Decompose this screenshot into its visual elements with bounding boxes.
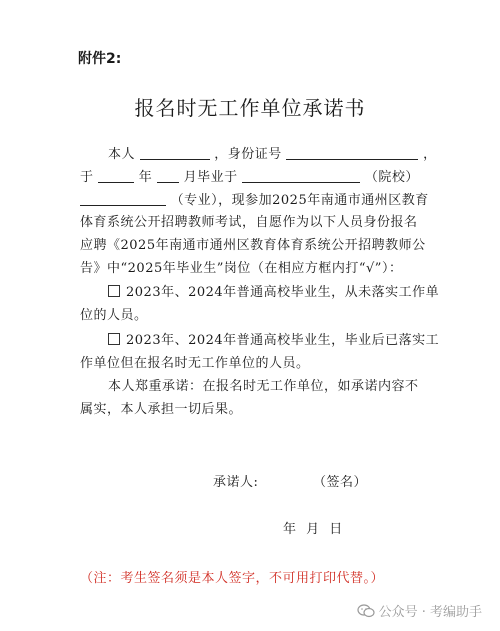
document-title: 报名时无工作单位承诺书	[134, 96, 366, 120]
body-line: 作单位但在报名时无工作单位的人员。	[80, 356, 310, 371]
signature-hint: （签名）	[313, 475, 368, 490]
option-2-checkbox[interactable]	[108, 333, 120, 345]
signature-label: 承诺人:	[213, 475, 259, 490]
body-line: 告》中“2025年毕业生”岗位（在相应方框内打“√”）：	[80, 261, 403, 276]
body-line: 应聘《2025年南通市通州区教育体育系统公开招聘教师公	[80, 238, 426, 253]
pledge-line: 属实，本人承担一切后果。	[80, 402, 243, 417]
name-label: 本人	[108, 147, 136, 162]
line-name-id: 本人 ，身份证号 ，	[108, 147, 437, 162]
option-2: 2023年、2024年普通高校毕业生，毕业后已落实工	[108, 332, 439, 350]
option-1: 2023年、2024年普通高校毕业生，从未落实工作单	[108, 284, 439, 302]
year-blank[interactable]	[98, 168, 134, 183]
attachment-label: 附件2:	[78, 51, 122, 67]
body-line: 位的人员。	[80, 308, 148, 323]
line-graduation: 于 年 月毕业于 （院校）	[80, 170, 419, 185]
watermark-text: 公众号 · 考编助手	[378, 605, 482, 620]
major-blank[interactable]	[80, 191, 166, 206]
date-line: 年 月 日	[283, 522, 346, 537]
id-label: ，身份证号	[214, 147, 282, 162]
body-line: 体育系统公开招聘教师考试，自愿作为以下人员身份报名	[80, 215, 418, 230]
id-number-blank[interactable]	[286, 145, 418, 160]
month-blank[interactable]	[157, 168, 179, 183]
pledge-line: 本人郑重承诺：在报名时无工作单位，如承诺内容不	[108, 379, 419, 394]
school-blank[interactable]	[242, 168, 360, 183]
wechat-icon	[357, 604, 375, 618]
option-1-checkbox[interactable]	[108, 285, 120, 297]
name-blank[interactable]	[140, 145, 210, 160]
line-major: （专业），现参加2025年南通市通州区教育	[80, 191, 429, 210]
watermark	[357, 601, 482, 620]
footnote: （注：考生签名须是本人签字，不可用打印代替。）	[80, 571, 385, 586]
